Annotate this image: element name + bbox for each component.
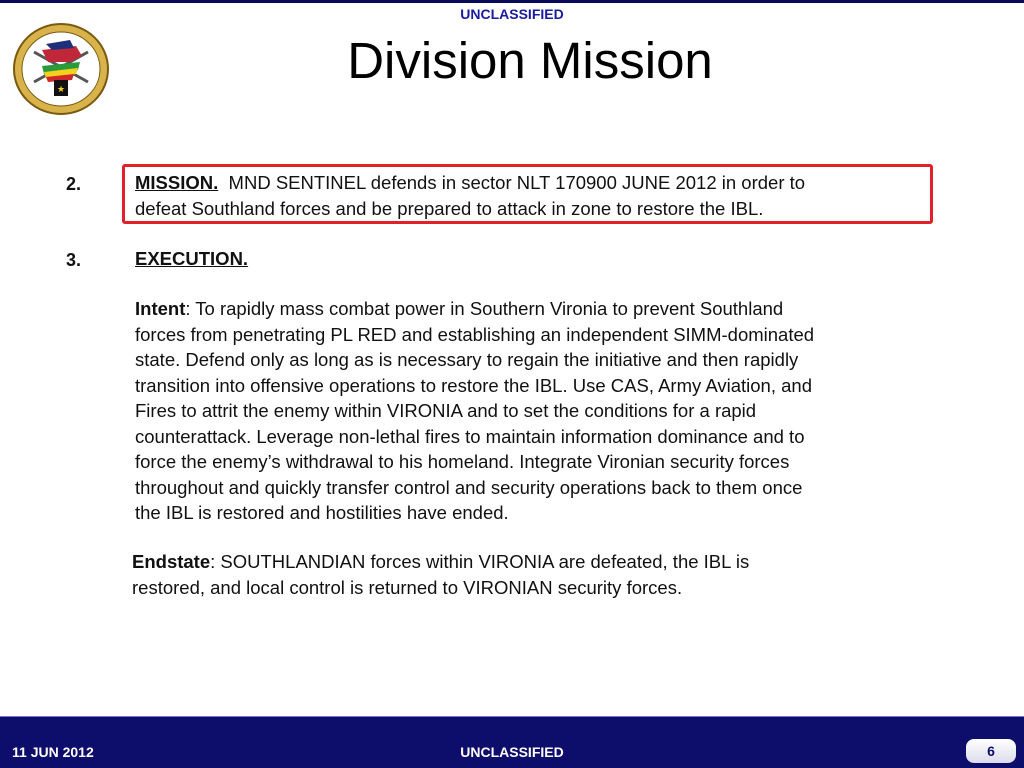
classification-banner-bottom: UNCLASSIFIED xyxy=(460,744,564,760)
intent-line: counterattack. Leverage non-lethal fires to maintain information dominance and to xyxy=(135,425,805,447)
execution-heading: EXECUTION. xyxy=(135,248,249,269)
intent-line: state. Defend only as long as is necessary to regain the initiative and then rapidly xyxy=(135,349,799,370)
intent-line: throughout and quickly transfer control and security operations back to them once xyxy=(135,476,803,498)
endstate-line: : SOUTHLANDIAN forces within VIRONIA are defeated, the IBL is xyxy=(210,551,750,572)
footer-bar xyxy=(0,716,1024,768)
intent-line: : To rapidly mass combat power in Southern Vironia to prevent Southland xyxy=(185,298,784,319)
page-number-badge: 6 xyxy=(966,739,1016,763)
classification-banner-top: UNCLASSIFIED xyxy=(460,6,564,22)
mission-line-2: defeat Southland forces and be prepared to attack in zone to restore the IBL. xyxy=(135,197,764,219)
endstate-line: restored, and local control is returned to VIRONIAN security forces. xyxy=(132,576,683,598)
endstate-label: Endstate xyxy=(132,551,211,572)
intent-line: force the enemy’s withdrawal to his homeland. Integrate Vironian security forces xyxy=(135,451,790,472)
slide-title: Division Mission xyxy=(347,32,713,89)
mission-paragraph xyxy=(135,170,805,221)
intent-line: transition into offensive operations to restore the IBL. Use CAS, Army Aviation, and xyxy=(135,374,812,396)
intent-paragraph xyxy=(135,296,814,526)
intent-line: Fires to attrit the enemy within VIRONIA and to set the conditions for a rapid xyxy=(135,400,757,421)
svg-text:★: ★ xyxy=(56,85,66,95)
intent-line: the IBL is restored and hostilities have ended. xyxy=(135,502,509,523)
execution-heading-wrap xyxy=(135,246,248,272)
intent-line: forces from penetrating PL RED and establishing an independent SIMM-dominated xyxy=(135,323,815,345)
footer-rule xyxy=(0,716,1024,717)
endstate-paragraph xyxy=(132,549,749,600)
mission-heading: MISSION. xyxy=(135,172,219,193)
section-number-mission: 2. xyxy=(66,174,82,194)
intent-label: Intent xyxy=(135,298,186,319)
section-number-execution: 3. xyxy=(66,250,82,270)
footer-date: 11 JUN 2012 xyxy=(12,744,94,760)
mission-line-1: MND SENTINEL defends in sector NLT 170900 JUNE 2012 in order to xyxy=(228,172,806,193)
